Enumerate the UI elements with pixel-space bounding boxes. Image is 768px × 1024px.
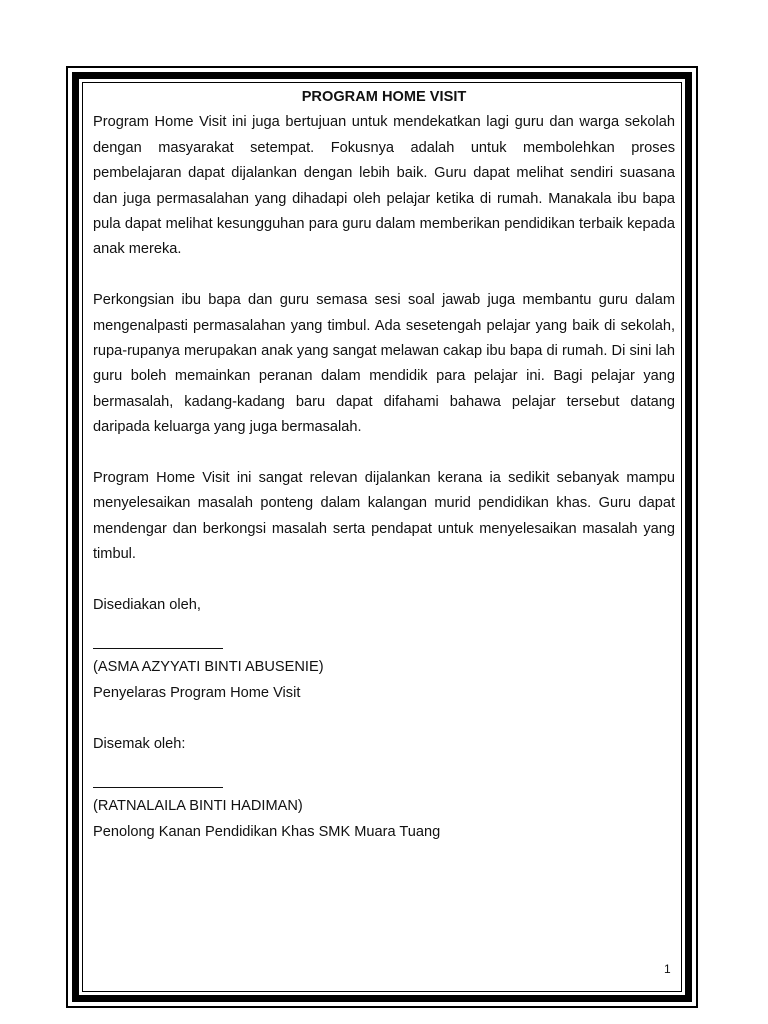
checked-by-label: Disemak oleh: xyxy=(93,735,186,752)
document-title: PROGRAM HOME VISIT xyxy=(301,89,467,105)
prepared-by-position: Penyelaras Program Home Visit xyxy=(93,684,301,701)
paragraph-1: Program Home Visit ini juga bertujuan untuk mendekatkan lagi guru dan warga sekolah dengan masyarakat setempat. Fokusnya adalah untuk membolehkan proses pembelajaran dapat dijalankan dengan lebih baik. Guru dapat melihat sendiri suasana dan juga permasalahan yang dihadapi oleh pelajar ketika di rumah. Manakala ibu bapa pula dapat melihat kesungguhan para guru dalam memberikan pendidikan terbaik kepada anak mereka. xyxy=(93,114,675,258)
spacer xyxy=(93,706,675,731)
signature-line-prepared xyxy=(93,648,223,649)
checked-by-name: (RATNALAILA BINTI HADIMAN) xyxy=(93,798,303,815)
page-number: 1 xyxy=(664,962,671,976)
checked-by-position: Penolong Kanan Pendidikan Khas SMK Muara Tuang xyxy=(93,823,441,840)
checked-by-block xyxy=(93,732,675,845)
document-body xyxy=(93,85,675,845)
paragraph-3: Program Home Visit ini sangat relevan dijalankan kerana ia sedikit sebanyak mampu menyelesaikan masalah ponteng dalam kalangan murid pendidikan khas. Guru dapat mendengar dan berkongsi masalah serta pendapat untuk menyelesaikan masalah yang timbul. xyxy=(93,470,675,563)
signature-line-checked xyxy=(93,787,223,788)
prepared-by-name: (ASMA AZYYATI BINTI ABUSENIE) xyxy=(93,659,324,676)
paragraph-2: Perkongsian ibu bapa dan guru semasa sesi soal jawab juga membantu guru dalam mengenalpasti permasalahan yang timbul. Ada sesetengah pelajar yang baik di sekolah, rupa-rupanya merupakan anak yang sangat melawan cakap ibu bapa di rumah. Di sini lah guru boleh memainkan peranan dalam mendidik para pelajar ini. Bagi pelajar yang bermasalah, kadang-kadang baru dapat difahami bahawa pelajar tersebut datang daripada keluarga yang juga bermasalah. xyxy=(93,292,675,436)
prepared-by-block xyxy=(93,593,675,706)
prepared-by-label: Disediakan oleh, xyxy=(93,597,201,614)
